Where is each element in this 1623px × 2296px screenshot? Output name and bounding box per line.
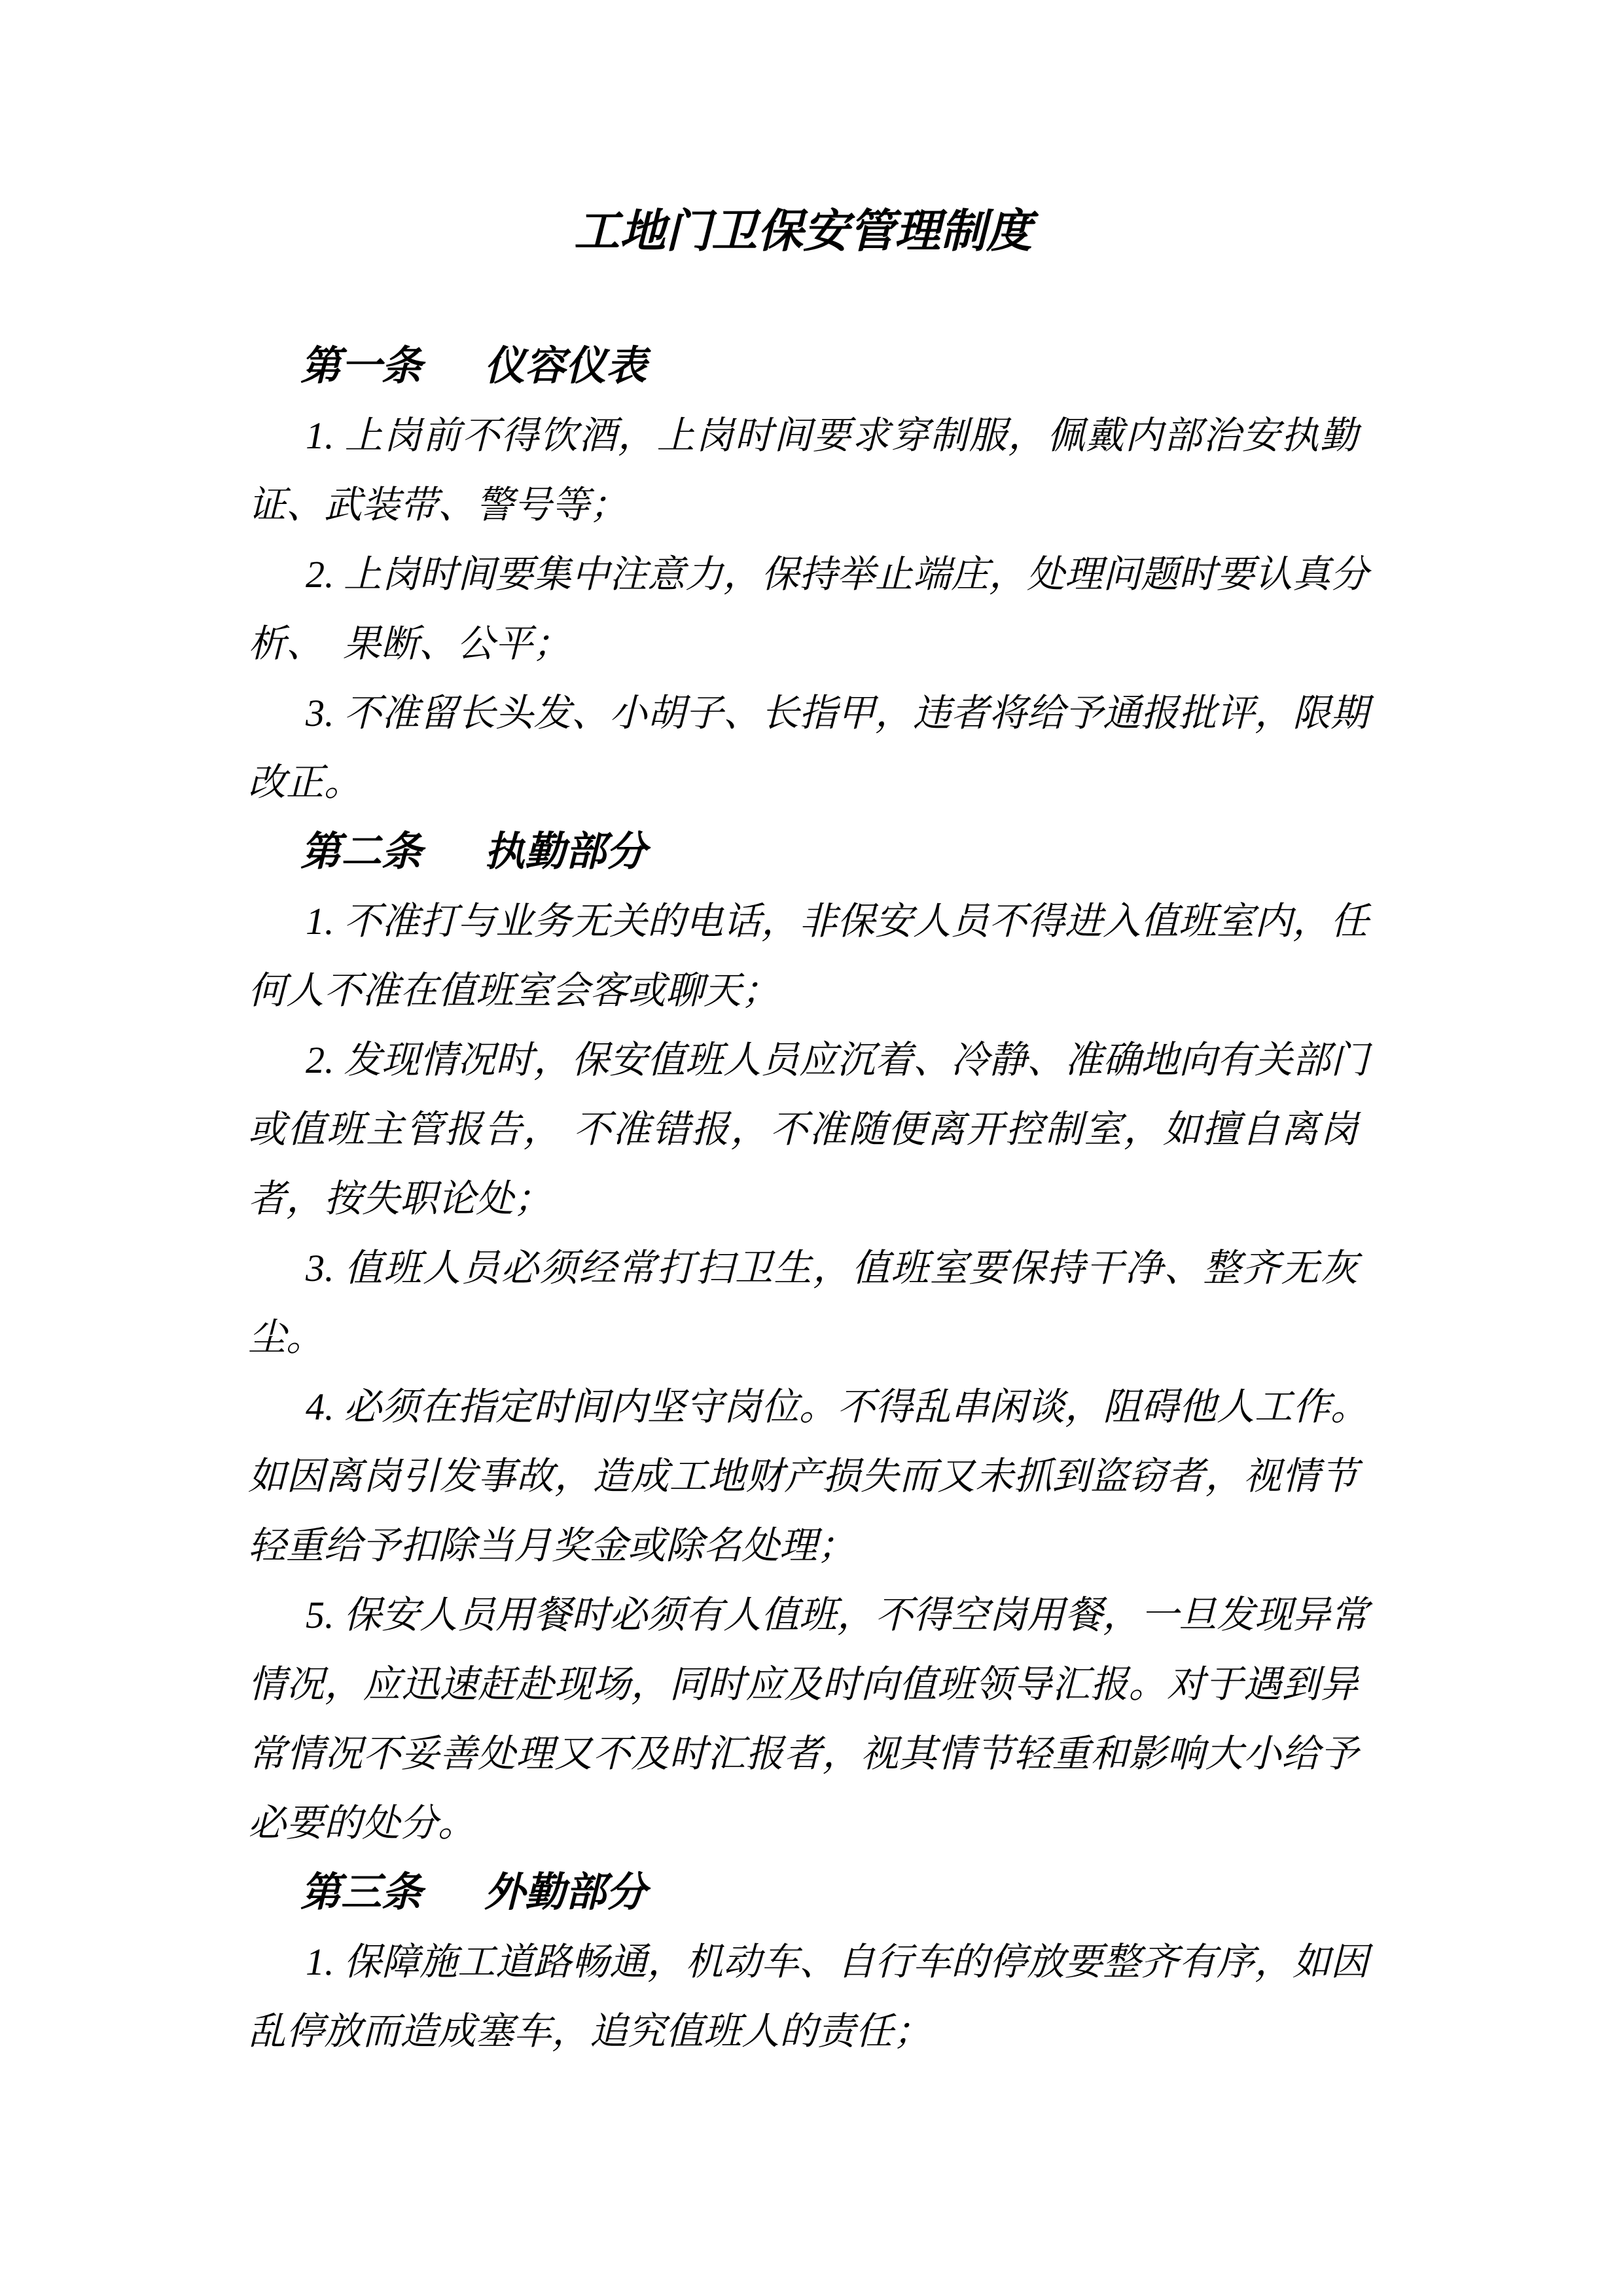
text-line: 者，按失职论处； — [248, 1177, 552, 1220]
text-line: 情况，应迅速赶赴现场，同时应及时向值班领导汇报。对于遇到异 — [248, 1663, 1358, 1706]
article-heading — [248, 817, 1358, 887]
article-number: 第二条 — [300, 830, 423, 874]
text-line: 1. 上岗前不得饮酒，上岗时间要求穿制服，佩戴内部治安执勤 — [306, 414, 1358, 457]
article-number: 第一条 — [300, 344, 423, 389]
text-line: 何人不准在值班室会客或聊天； — [248, 969, 780, 1012]
text-line: 2. 发现情况时，保安值班人员应沉着、冷静、准确地向有关部门 — [306, 1039, 1369, 1081]
text-line: 1. 不准打与业务无关的电话，非保安人员不得进入值班室内，任 — [306, 900, 1369, 942]
article-heading — [248, 332, 1358, 401]
document-title: 工地门卫保安管理制度 — [574, 207, 1032, 257]
article-heading — [248, 1858, 1358, 1928]
text-line: 2. 上岗时间要集中注意力，保持举止端庄，处理问题时要认真分 — [306, 553, 1369, 596]
text-line: 尘。 — [248, 1316, 325, 1359]
text-line: 证、武装带、警号等； — [248, 484, 628, 526]
article-title: 执勤部分 — [484, 830, 647, 874]
document-content — [248, 196, 1369, 2066]
text-line: 1. 保障施工道路畅通，机动车、自行车的停放要整齐有序，如因 — [306, 1941, 1369, 1983]
text-line: 3. 值班人员必须经常打扫卫生，值班室要保持干净、整齐无灰 — [306, 1247, 1358, 1289]
text-line: 改正。 — [248, 761, 363, 804]
article-number: 第三条 — [300, 1871, 423, 1915]
text-line: 常情况不妥善处理又不及时汇报者，视其情节轻重和影响大小给予 — [248, 1732, 1358, 1775]
text-line: 乱停放而造成塞车，追究值班人的责任； — [248, 2010, 932, 2053]
article-title: 仪容仪表 — [484, 344, 647, 389]
text-line: 如因离岗引发事故，造成工地财产损失而又未抓到盗窃者，视情节 — [248, 1455, 1358, 1498]
text-line: 轻重给予扣除当月奖金或除名处理； — [248, 1524, 856, 1567]
article-title: 外勤部分 — [484, 1871, 647, 1915]
text-line: 4. 必须在指定时间内坚守岗位。不得乱串闲谈，阻碍他人工作。 — [306, 1386, 1369, 1428]
text-line: 5. 保安人员用餐时必须有人值班，不得空岗用餐，一旦发现异常 — [306, 1594, 1369, 1636]
text-line: 必要的处分。 — [248, 1802, 476, 1844]
text-line: 或值班主管报告， 不准错报，不准随便离开控制室，如擅自离岗 — [248, 1108, 1358, 1151]
document-body — [248, 332, 1369, 2066]
text-line: 析、 果断、公平； — [248, 622, 571, 665]
text-line: 3. 不准留长头发、小胡子、长指甲，违者将给予通报批评，限期 — [306, 692, 1369, 734]
